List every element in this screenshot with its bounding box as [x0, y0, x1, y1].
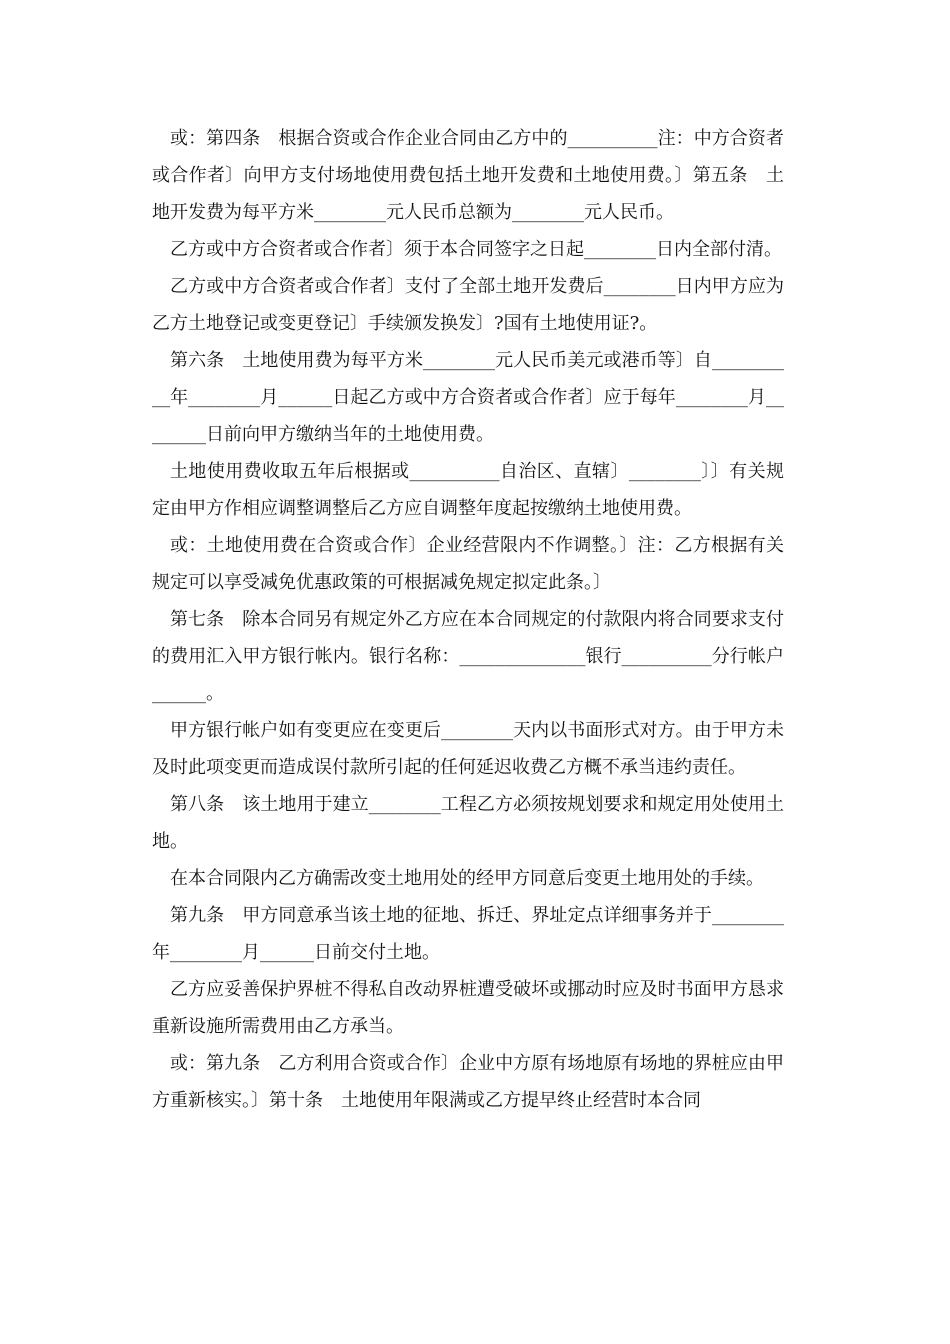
paragraph-article-7: 第七条 除本合同另有规定外乙方应在本合同规定的付款限内将合同要求支付的费用汇入甲方银行帐内。银行名称：______________银行__________分行帐户______。 [152, 609, 784, 704]
paragraph-article-9: 第九条 甲方同意承当该土地的征地、拆迁、界址定点详细事务并于________年________月______日前交付土地。 [152, 905, 784, 963]
paragraph-article-9-alt-10: 或：第九条 乙方利用合资或合作〕企业中方原有场地原有场地的界桩应由甲方重新核实。〕第十条 土地使用年限满或乙方提早终止经营时本合同 [152, 1053, 784, 1111]
paragraph-fee-adjustment: 土地使用费收取五年后根据或__________自治区、直辖〕________〕〕有关规定由甲方作相应调整调整后乙方应自调整年度起按缴纳土地使用费。 [152, 461, 784, 519]
paragraph-bank-account-change: 甲方银行帐户如有变更应在变更后________天内以书面形式对方。由于甲方未及时此项变更而造成误付款所引起的任何延迟收费乙方概不承当违约责任。 [152, 720, 784, 778]
paragraph-article-8: 第八条 该土地用于建立________工程乙方必须按规划要求和规定用处使用土地。 [152, 794, 784, 852]
document-page [152, 120, 784, 1119]
paragraph-land-use-change: 在本合同限内乙方确需改变土地用处的经甲方同意后变更土地用处的手续。 [170, 868, 764, 889]
paragraph-land-certificate: 乙方或中方合资者或合作者〕支付了全部土地开发费后________日内甲方应为乙方土地登记或变更登记〕手续颁发换发〕?国有土地使用证?。 [152, 276, 784, 334]
paragraph-fee-no-adjustment: 或：土地使用费在合资或合作〕企业经营限内不作调整。〕注：乙方根据有关规定可以享受减免优惠政策的可根据减免规定拟定此条。〕 [152, 535, 784, 593]
paragraph-article-6: 第六条 土地使用费为每平方米________元人民币美元或港币等〕自__________年________月______日起乙方或中方合资者或合作者〕应于每年________月________日前向甲方缴纳当年的土地使用费。 [152, 350, 784, 445]
paragraph-article-4-5: 或：第四条 根据合资或合作企业合同由乙方中的__________注：中方合资者或合作者〕向甲方支付场地使用费包括土地开发费和土地使用费。〕第五条 土地开发费为每平方米________元人民币总额为________元人民币。 [152, 128, 784, 223]
paragraph-boundary-markers: 乙方应妥善保护界桩不得私自改动界桩遭受破坏或挪动时应及时书面甲方恳求重新设施所需费用由乙方承当。 [152, 979, 784, 1037]
paragraph-payment-deadline: 乙方或中方合资者或合作者〕须于本合同签字之日起________日内全部付清。 [170, 239, 782, 260]
